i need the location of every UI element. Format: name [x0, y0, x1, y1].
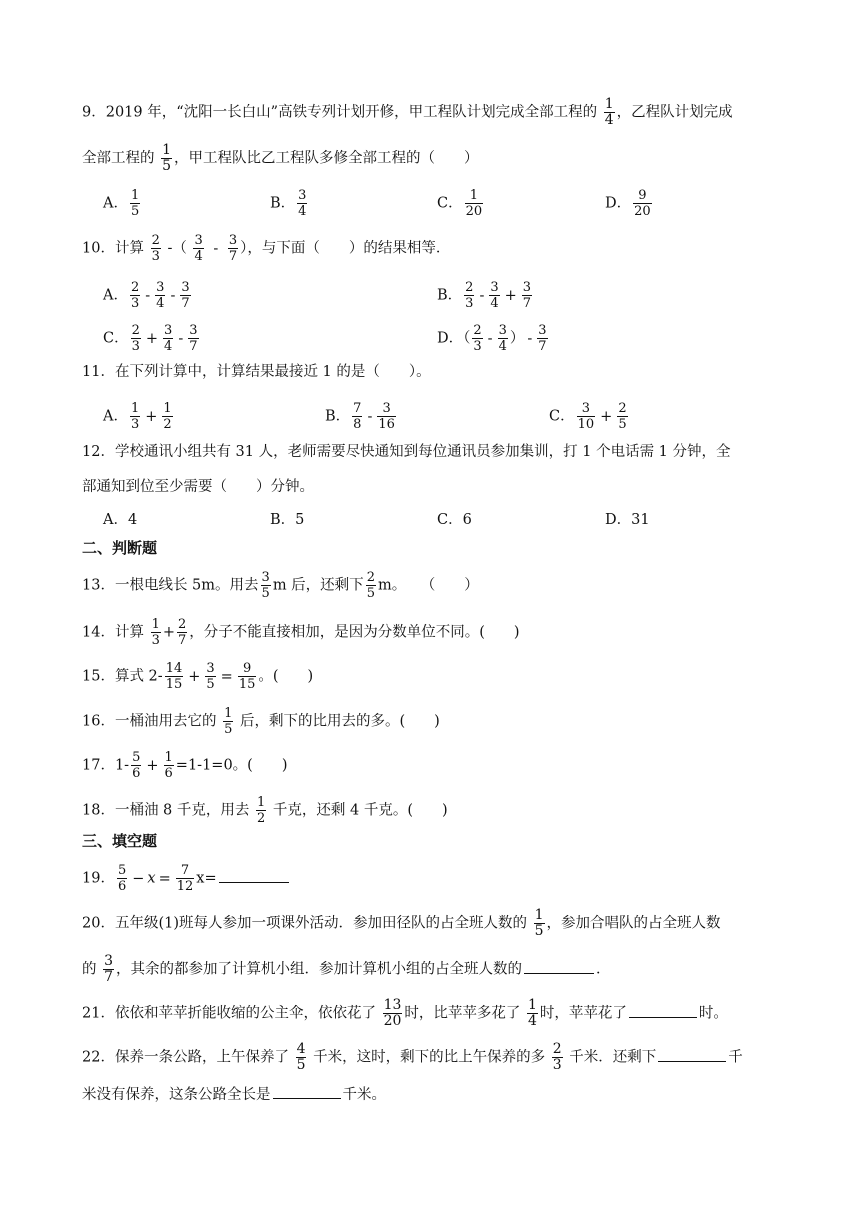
option-b: B． $\frac{2}{3}$ - $\frac{3}{4}$ + $\frac{3}{7}$	[437, 280, 532, 311]
question-9-line-2	[82, 143, 479, 174]
question-21: 21．依依和苹苹折能收缩的公主伞，依依花了 $\frac{13}{20}$ 时，比苹苹多花了 $\frac{1}{4}$ 时，苹苹花了 时。	[82, 997, 728, 1029]
fraction: $\frac{1}{4}$	[604, 96, 614, 128]
answer-blank[interactable]	[629, 1003, 697, 1018]
section-heading-fill-in: 三、填空题	[82, 832, 158, 850]
fraction: $\frac{1}{5}$	[162, 142, 172, 174]
question-number: 9．	[82, 104, 106, 121]
option-a: A． $\frac{1}{3}$ + $\frac{1}{2}$	[103, 401, 172, 432]
question-15: 15．算式 2- $\frac{14}{15}$ + $\frac{3}{5}$ = $\frac{9}{15}$ 。( )	[82, 661, 314, 692]
answer-blank[interactable]	[524, 959, 594, 974]
option-b: B． $\frac{3}{4}$	[270, 188, 307, 219]
question-14: 14．计算 $\frac{1}{3}$ + $\frac{2}{7}$ ，分子不能直接相加，是因为分数单位不同。( )	[82, 617, 520, 648]
question-18: 18．一桶油 8 千克，用去 $\frac{1}{2}$ 千克，还剩 4 千克。( )	[82, 795, 448, 826]
option-c: C．6	[437, 512, 472, 528]
question-12-line-2: 部通知到位至少需要（ ）分钟。	[82, 479, 314, 495]
option-c: C． $\frac{1}{20}$	[437, 188, 483, 219]
question-19: 19． $\frac{5}{6}$ − x = $\frac{7}{12}$ x=	[82, 863, 291, 894]
option-a: A． $\frac{2}{3}$ - $\frac{3}{4}$ - $\frac{3}{7}$	[103, 280, 190, 311]
question-22-line-1: 22．保养一条公路，上午保养了 $\frac{4}{5}$ 千米，这时，剩下的比上午保养的多 $\frac{2}{3}$ 千米．还剩下 千	[82, 1041, 743, 1073]
answer-blank[interactable]	[658, 1047, 726, 1062]
question-22-line-2: 米没有保养，这条公路全长是 千米。	[82, 1084, 386, 1105]
answer-blank[interactable]	[219, 868, 289, 883]
question-text: 2019 年，“沈阳一长白山”高铁专列计划开修，甲工程队计划完成全部工程的	[105, 104, 598, 121]
question-17: 17．1- $\frac{5}{6}$ + $\frac{1}{6}$ =1-1=0。( )	[82, 750, 288, 781]
question-text: ，甲工程队比乙工程队多修全部工程的（ ）	[174, 150, 479, 167]
option-b: B． $\frac{7}{8}$ - $\frac{3}{16}$	[325, 401, 395, 432]
question-13: 13．一根电线长 5m。用去 $\frac{3}{5}$ m 后，还剩下 $\frac{2}{5}$ m。 （ ）	[82, 570, 479, 601]
option-d: D．31	[605, 512, 650, 528]
option-c: C． $\frac{2}{3}$ + $\frac{3}{4}$ - $\frac{3}{7}$	[103, 323, 198, 354]
question-10: 10．计算 $\frac{2}{3}$ -（ $\frac{3}{4}$ - $\frac{3}{7}$ ），与下面（ ）的结果相等．	[82, 233, 451, 264]
question-20-line-1: 20．五年级(1)班每人参加一项课外活动．参加田径队的占全班人数的 $\frac{1}{5}$ ，参加合唱队的占全班人数	[82, 907, 721, 939]
question-11: 11．在下列计算中，计算结果最接近 1 的是（ ）。	[82, 364, 431, 380]
option-d: D．（ $\frac{2}{3}$ - $\frac{3}{4}$ ） - $\frac{3}{7}$	[437, 323, 547, 354]
question-16: 16．一桶油用去它的 $\frac{1}{5}$ 后，剩下的比用去的多。( )	[82, 706, 440, 737]
answer-blank[interactable]	[273, 1084, 341, 1099]
question-9-line-1	[82, 97, 733, 128]
question-text: ，乙程队计划完成	[616, 104, 733, 121]
question-20-line-2: 的 $\frac{3}{7}$ ，其余的都参加了计算机小组．参加计算机小组的占全班人数的 ．	[82, 953, 611, 985]
question-text: 全部工程的	[82, 150, 155, 167]
option-d: D． $\frac{9}{20}$	[605, 188, 651, 219]
question-12-line-1: 12．学校通讯小组共有 31 人，老师需要尽快通知到每位通讯员参加集训，打 1 个电话需 1 分钟，全	[82, 444, 731, 460]
section-heading-judgement: 二、判断题	[82, 539, 158, 557]
option-b: B．5	[270, 512, 305, 528]
option-a: A．4	[103, 512, 138, 528]
option-a: A． $\frac{1}{5}$	[103, 188, 140, 219]
option-c: C． $\frac{3}{10}$ + $\frac{2}{5}$	[549, 401, 627, 432]
